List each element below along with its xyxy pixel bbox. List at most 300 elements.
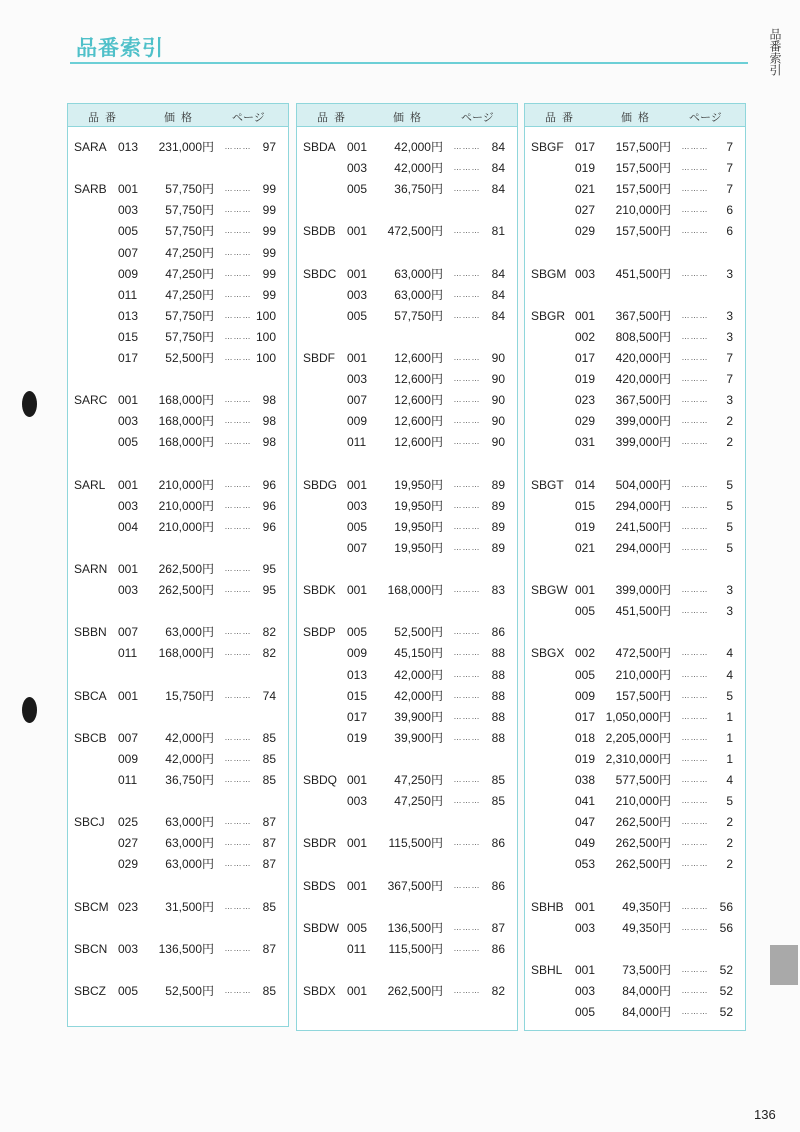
model-number: 053: [575, 857, 596, 872]
dot-leader: ………: [453, 289, 481, 299]
index-row: [525, 581, 745, 599]
page-ref: 85: [262, 984, 276, 998]
index-row: [525, 539, 745, 557]
dot-leader: ………: [453, 374, 481, 384]
index-row: [525, 687, 745, 705]
price: 12,600円: [394, 435, 443, 450]
page-ref: 6: [726, 224, 733, 239]
index-row: [525, 497, 745, 515]
model-number: 011: [118, 646, 138, 661]
dot-leader: ………: [224, 585, 252, 595]
dot-leader: ………: [453, 943, 481, 953]
model-number: 019: [575, 161, 596, 176]
page-ref: 89: [491, 498, 505, 513]
index-row: [297, 919, 517, 937]
price: 84,000円: [622, 984, 671, 998]
page-ref: 88: [491, 667, 505, 682]
model-number: 001: [347, 140, 368, 154]
index-row: [68, 855, 288, 873]
index-row: [297, 286, 517, 304]
price: 210,000円: [615, 794, 671, 809]
dot-leader: ………: [224, 564, 252, 573]
dot-leader: ………: [453, 796, 481, 806]
model-number: 003: [575, 984, 596, 998]
page-ref: 87: [262, 836, 276, 851]
page-ref: 90: [491, 351, 505, 365]
index-row: [68, 476, 288, 494]
index-row: [297, 180, 517, 198]
model-number: 019: [575, 751, 596, 766]
model-number: 001: [347, 351, 368, 365]
model-number: 005: [347, 308, 368, 323]
index-row: [68, 349, 288, 367]
page-ref: 2: [726, 836, 733, 851]
dot-leader: ………: [453, 922, 481, 932]
price: 63,000円: [165, 815, 214, 830]
dot-leader: ………: [681, 585, 709, 595]
price: 63,000円: [394, 287, 443, 302]
dot-leader: ………: [681, 606, 709, 616]
model-number: 007: [347, 540, 368, 555]
model-number: 002: [575, 646, 596, 661]
index-row: [525, 834, 745, 852]
model-number: 003: [118, 941, 139, 956]
model-number: 027: [118, 836, 139, 851]
price: 47,250円: [394, 794, 443, 809]
dot-leader: ………: [224, 479, 252, 489]
page-ref: 99: [262, 182, 276, 197]
header-code: 品番: [88, 112, 122, 124]
page-ref: 85: [491, 773, 505, 787]
dot-leader: ………: [681, 775, 709, 784]
dot-leader: ………: [224, 817, 252, 827]
index-row: [297, 370, 517, 388]
dot-leader: ………: [224, 901, 252, 911]
dot-leader: ………: [681, 669, 709, 679]
index-row: [297, 687, 517, 705]
index-row: [68, 687, 288, 705]
model-number: 017: [575, 351, 596, 365]
model-code: SBGR: [531, 308, 566, 323]
price: 19,950円: [394, 477, 443, 492]
model-code: SBCM: [74, 899, 109, 914]
model-code: SBDC: [303, 266, 337, 281]
page-ref: 74: [262, 688, 276, 703]
page-ref: 7: [726, 351, 733, 365]
page-ref: 95: [262, 583, 276, 598]
index-row: [297, 940, 517, 958]
dot-leader: ………: [453, 711, 481, 721]
dot-leader: ………: [453, 353, 481, 362]
page-ref: 4: [726, 773, 733, 787]
dot-leader: ………: [224, 247, 252, 257]
index-row: [525, 518, 745, 536]
price: 577,500円: [615, 773, 671, 787]
index-row: [297, 518, 517, 536]
page-ref: 82: [262, 646, 276, 661]
dot-leader: ………: [453, 184, 481, 194]
page-ref: 87: [491, 920, 505, 935]
index-row: [68, 518, 288, 536]
index-row: [297, 476, 517, 494]
price: 47,250円: [165, 287, 214, 302]
model-code: SBCZ: [74, 984, 107, 998]
index-row: [68, 222, 288, 240]
price: 57,750円: [394, 308, 443, 323]
model-number: 001: [575, 583, 596, 598]
dot-leader: ………: [453, 732, 481, 742]
page-ref: 97: [262, 140, 276, 154]
price: 42,000円: [394, 161, 443, 176]
dot-leader: ………: [681, 859, 709, 869]
page-ref: 99: [262, 245, 276, 260]
page-ref: 2: [726, 435, 733, 450]
model-code: SBCN: [74, 941, 108, 956]
model-code: SBDX: [303, 984, 336, 998]
price: 168,000円: [158, 646, 214, 661]
page-ref: 52: [719, 984, 733, 998]
price: 45,150円: [394, 646, 443, 661]
price: 57,750円: [165, 203, 214, 218]
price: 168,000円: [158, 393, 214, 408]
page-ref: 81: [491, 224, 505, 239]
model-number: 011: [347, 941, 367, 956]
price: 262,500円: [615, 857, 671, 872]
index-row: [68, 138, 288, 156]
dot-leader: ………: [681, 901, 709, 911]
price: 63,000円: [394, 266, 443, 281]
page-ref: 85: [262, 730, 276, 745]
index-row: [297, 497, 517, 515]
page-ref: 84: [491, 308, 505, 323]
dot-leader: ………: [453, 648, 481, 658]
page-ref: 88: [491, 646, 505, 661]
price: 57,750円: [165, 182, 214, 197]
page-ref: 99: [262, 287, 276, 302]
page-ref: 90: [491, 372, 505, 387]
price: 47,250円: [165, 245, 214, 260]
binder-hole-bottom: [22, 697, 37, 723]
page-ref: 86: [491, 878, 505, 893]
model-number: 003: [347, 161, 368, 176]
index-row: [68, 412, 288, 430]
index-row: [68, 581, 288, 599]
dot-leader: ………: [453, 627, 481, 637]
page-ref: 56: [719, 920, 733, 935]
model-code: SBDS: [303, 878, 336, 893]
dot-leader: ………: [453, 500, 481, 510]
model-number: 005: [347, 182, 368, 197]
index-row: [297, 644, 517, 662]
dot-leader: ………: [224, 648, 252, 658]
model-number: 013: [118, 308, 139, 323]
page-ref: 7: [726, 372, 733, 387]
page-ref: 6: [726, 203, 733, 218]
price: 42,000円: [394, 688, 443, 703]
price: 451,500円: [615, 604, 671, 619]
dot-leader: ………: [453, 437, 481, 447]
index-row: [297, 391, 517, 409]
model-number: 017: [575, 709, 596, 724]
index-row: [68, 244, 288, 262]
model-number: 021: [575, 540, 596, 555]
dot-leader: ………: [681, 753, 709, 763]
model-number: 001: [118, 182, 139, 197]
model-number: 009: [347, 646, 368, 661]
index-row: [525, 644, 745, 662]
model-number: 003: [575, 266, 596, 281]
dot-leader: ………: [453, 163, 481, 173]
model-number: 047: [575, 815, 596, 830]
dot-leader: ………: [681, 690, 709, 700]
price: 42,000円: [394, 667, 443, 682]
page-ref: 98: [262, 414, 276, 429]
model-number: 001: [347, 583, 368, 598]
header-price: 価格: [393, 112, 427, 124]
price: 399,000円: [615, 583, 671, 598]
dot-leader: ………: [224, 205, 252, 215]
page-ref: 90: [491, 393, 505, 408]
dot-leader: ………: [681, 331, 709, 341]
model-code: SARA: [74, 140, 107, 154]
dot-leader: ………: [681, 184, 709, 194]
model-code: SBGW: [531, 583, 568, 598]
index-row: [525, 919, 745, 937]
dot-leader: ………: [681, 163, 709, 173]
index-row: [525, 391, 745, 409]
index-row: [525, 222, 745, 240]
index-row: [68, 813, 288, 831]
page-ref: 84: [491, 182, 505, 197]
price: 115,500円: [388, 836, 443, 851]
page-ref: 89: [491, 477, 505, 492]
model-code: SBDK: [303, 583, 336, 598]
page-ref: 85: [262, 751, 276, 766]
model-number: 005: [118, 224, 139, 239]
index-row: [297, 792, 517, 810]
index-row: [297, 729, 517, 747]
index-row: [525, 307, 745, 325]
page-ref: 4: [726, 667, 733, 682]
price: 1,050,000円: [605, 709, 671, 724]
page-ref: 90: [491, 435, 505, 450]
index-row: [68, 623, 288, 641]
model-number: 003: [118, 203, 139, 218]
page-ref: 100: [255, 329, 276, 344]
index-row: [297, 834, 517, 852]
model-number: 029: [575, 224, 596, 239]
model-number: 021: [575, 182, 596, 197]
price: 210,000円: [158, 519, 214, 534]
price: 367,500円: [615, 393, 671, 408]
model-number: 009: [118, 266, 139, 281]
model-number: 001: [347, 266, 368, 281]
index-row: [68, 307, 288, 325]
index-row: [297, 222, 517, 240]
price: 262,500円: [615, 836, 671, 851]
model-number: 038: [575, 773, 596, 787]
model-number: 001: [118, 688, 139, 703]
dot-leader: ………: [453, 479, 481, 489]
model-code: SARB: [74, 182, 107, 197]
dot-leader: ………: [224, 500, 252, 510]
price: 262,500円: [387, 984, 443, 998]
model-number: 025: [118, 815, 139, 830]
page-ref: 5: [726, 794, 733, 809]
model-number: 001: [347, 878, 368, 893]
model-number: 011: [118, 287, 138, 302]
dot-leader: ………: [224, 943, 252, 953]
model-number: 015: [118, 329, 139, 344]
page-ref: 85: [262, 773, 276, 787]
dot-leader: ………: [453, 542, 481, 552]
page-ref: 84: [491, 161, 505, 176]
page-ref: 96: [262, 498, 276, 513]
dot-leader: ………: [453, 310, 481, 320]
price: 39,900円: [394, 730, 443, 745]
price: 63,000円: [165, 857, 214, 872]
price: 39,900円: [394, 709, 443, 724]
index-row: [297, 623, 517, 641]
price: 262,500円: [158, 583, 214, 598]
price: 168,000円: [158, 414, 214, 429]
index-row: [525, 159, 745, 177]
column-header: [297, 104, 517, 127]
price: 504,000円: [615, 477, 671, 492]
model-number: 005: [575, 1005, 596, 1020]
price: 49,350円: [622, 920, 671, 935]
dot-leader: ………: [224, 395, 252, 405]
price: 136,500円: [387, 920, 443, 935]
model-number: 005: [118, 984, 139, 998]
dot-leader: ………: [681, 521, 709, 531]
dot-leader: ………: [224, 732, 252, 742]
index-row: [297, 433, 517, 451]
dot-leader: ………: [224, 986, 252, 995]
model-number: 001: [118, 477, 139, 492]
model-code: SBDW: [303, 920, 339, 935]
dot-leader: ………: [224, 753, 252, 763]
page-ref: 98: [262, 393, 276, 408]
model-number: 001: [118, 393, 139, 408]
index-row: [525, 180, 745, 198]
price: 12,600円: [394, 351, 443, 365]
model-code: SBHB: [531, 899, 564, 914]
header-code: 品番: [317, 112, 351, 124]
dot-leader: ………: [224, 184, 252, 194]
page-ref: 90: [491, 414, 505, 429]
page-ref: 52: [719, 1005, 733, 1020]
dot-leader: ………: [224, 353, 252, 362]
dot-leader: ………: [681, 838, 709, 848]
index-row: [297, 138, 517, 156]
price: 210,000円: [615, 203, 671, 218]
index-row: [525, 265, 745, 283]
dot-leader: ………: [681, 732, 709, 742]
page-ref: 3: [726, 329, 733, 344]
model-code: SBGT: [531, 477, 564, 492]
model-number: 009: [575, 688, 596, 703]
model-number: 019: [575, 519, 596, 534]
dot-leader: ………: [681, 500, 709, 510]
price: 57,750円: [165, 308, 214, 323]
price: 2,310,000円: [605, 751, 671, 766]
side-label: 品番索引: [768, 28, 782, 76]
page-ref: 7: [726, 182, 733, 197]
price: 115,500円: [388, 941, 443, 956]
page-ref: 7: [726, 161, 733, 176]
page-ref: 88: [491, 730, 505, 745]
page-ref: 96: [262, 477, 276, 492]
column-header: [68, 104, 288, 127]
dot-leader: ………: [453, 690, 481, 700]
price: 36,750円: [394, 182, 443, 197]
page-ref: 88: [491, 709, 505, 724]
model-code: SBCJ: [74, 815, 105, 830]
model-number: 001: [347, 773, 368, 787]
index-row: [68, 560, 288, 578]
index-row: [297, 771, 517, 789]
index-row: [68, 497, 288, 515]
price: 47,250円: [165, 266, 214, 281]
index-row: [68, 201, 288, 219]
index-row: [525, 729, 745, 747]
page-title: 品番索引: [76, 37, 164, 60]
model-code: SBBN: [74, 625, 107, 640]
dot-leader: ………: [681, 648, 709, 658]
header-page: ページ: [232, 112, 265, 124]
page-ref: 99: [262, 266, 276, 281]
price: 157,500円: [615, 224, 671, 239]
model-number: 013: [118, 140, 139, 154]
index-row: [68, 729, 288, 747]
dot-leader: ………: [681, 711, 709, 721]
dot-leader: ………: [453, 669, 481, 679]
title-rule: [70, 62, 748, 64]
index-row: [68, 750, 288, 768]
model-number: 005: [575, 604, 596, 619]
model-number: 041: [575, 794, 596, 809]
price: 420,000円: [615, 351, 671, 365]
page-ref: 89: [491, 519, 505, 534]
model-number: 013: [347, 667, 368, 682]
model-number: 003: [575, 920, 596, 935]
dot-leader: ………: [681, 817, 709, 827]
dot-leader: ………: [453, 142, 481, 151]
price: 157,500円: [615, 182, 671, 197]
dot-leader: ………: [681, 964, 709, 974]
dot-leader: ………: [453, 226, 481, 236]
dot-leader: ………: [681, 395, 709, 405]
price: 12,600円: [394, 414, 443, 429]
model-code: SBDR: [303, 836, 337, 851]
dot-leader: ………: [681, 374, 709, 384]
dot-leader: ………: [681, 437, 709, 447]
index-row: [68, 898, 288, 916]
model-number: 007: [118, 730, 139, 745]
index-row: [525, 961, 745, 979]
page-ref: 85: [491, 794, 505, 809]
dot-leader: ………: [681, 205, 709, 215]
price: 157,500円: [615, 140, 671, 154]
index-row: [68, 433, 288, 451]
page-ref: 84: [491, 140, 505, 154]
index-row: [297, 349, 517, 367]
model-number: 001: [118, 562, 139, 576]
index-row: [525, 982, 745, 1000]
dot-leader: ………: [681, 1007, 709, 1017]
page-ref: 1: [726, 751, 733, 766]
